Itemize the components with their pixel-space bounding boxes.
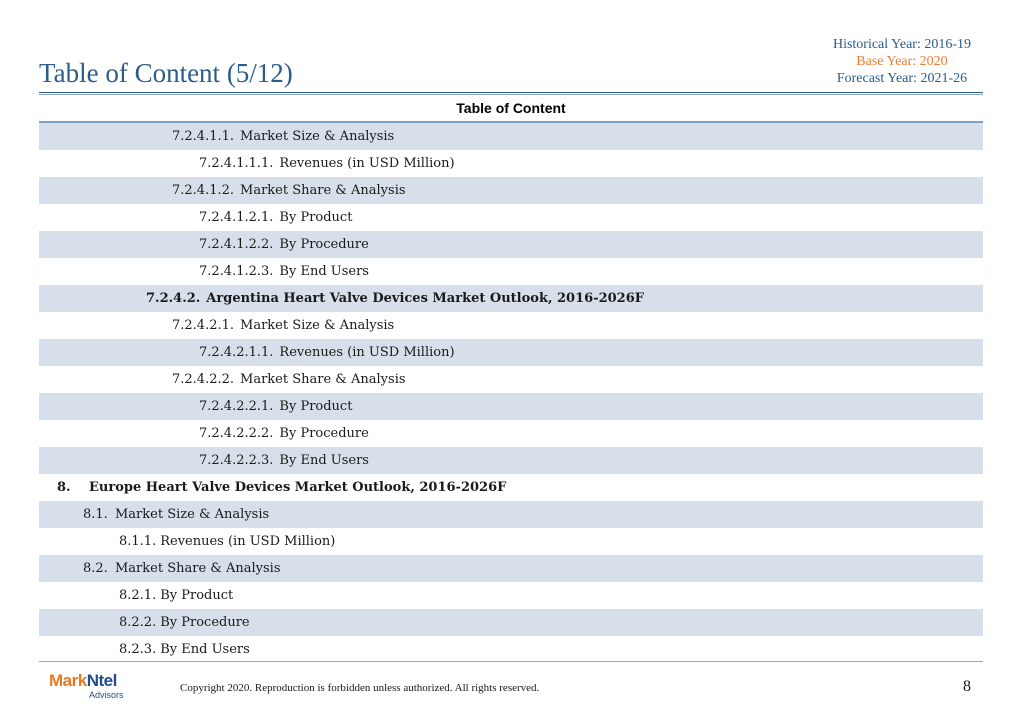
toc-row-text: Market Share & Analysis [240,372,406,387]
toc-row [39,339,983,366]
toc-row-number: 8. [57,480,71,495]
toc-row [39,258,983,285]
toc-row-text: Europe Heart Valve Devices Market Outlook, 2016-2026F [89,480,507,495]
toc-row [39,636,983,663]
toc-row [39,609,983,636]
toc-row-text: By End Users [279,453,369,468]
markntel-logo [49,672,139,702]
historical-year: Historical Year: 2016-19 [832,37,971,52]
forecast-year: Forecast Year: 2021-26 [836,71,968,86]
toc-row-text: Revenues (in USD Million) [160,534,336,549]
table-of-content [39,95,983,663]
toc-row [39,474,983,501]
toc-row [39,123,983,150]
copyright-notice: Copyright 2020. Reproduction is forbidden unless authorized. All rights reserved. [180,682,540,694]
toc-row-number: 7.2.4.2.2.2. [199,426,274,441]
toc-row [39,447,983,474]
logo-mark-a: Mark [49,671,87,690]
toc-row-text: By Product [279,210,353,225]
toc-row [39,420,983,447]
page-title: Table of Content (5/12) [39,58,293,88]
toc-row-number: 8.2.3. [119,642,157,657]
toc-row-number: 7.2.4.1.2.3. [199,264,274,279]
toc-row-number: 8.1. [83,507,108,522]
toc-row [39,582,983,609]
logo-subtitle: Advisors [89,690,124,700]
toc-row [39,555,983,582]
toc-row-text: Market Size & Analysis [115,507,270,522]
toc-rows [39,123,983,663]
toc-row-text: By Procedure [279,237,369,252]
toc-row-number: 8.1.1. [119,534,157,549]
toc-row [39,528,983,555]
toc-row [39,366,983,393]
toc-row [39,177,983,204]
logo-mark-b: Ntel [86,671,117,690]
toc-row-text: By End Users [279,264,369,279]
toc-row-number: 7.2.4.2.2.3. [199,453,274,468]
year-info [833,36,971,87]
toc-row [39,150,983,177]
toc-row-number: 8.2.2. [119,615,157,630]
toc-row-text: By Product [279,399,353,414]
toc-row-text: Revenues (in USD Million) [279,345,455,360]
toc-row-number: 7.2.4.1.2.1. [199,210,274,225]
toc-row-text: Market Share & Analysis [115,561,281,576]
toc-row [39,393,983,420]
toc-row-number: 7.2.4.1.1. [172,129,235,144]
toc-row-number: 7.2.4.1.2.2. [199,237,274,252]
toc-row [39,204,983,231]
toc-row [39,312,983,339]
toc-row-number: 7.2.4.2.1. [172,318,235,333]
toc-row-text: By Procedure [279,426,369,441]
toc-row-text: By Product [160,588,234,603]
toc-row-number: 8.2.1. [119,588,157,603]
toc-row-text: By End Users [160,642,250,657]
toc-row-text: Market Size & Analysis [240,129,395,144]
footer-divider [39,661,983,662]
toc-row-number: 7.2.4.2.1.1. [199,345,274,360]
page-number: 8 [963,678,971,695]
toc-row-text: By Procedure [160,615,250,630]
toc-row-text: Market Size & Analysis [240,318,395,333]
base-year: Base Year: 2020 [856,54,948,69]
toc-heading: Table of Content [39,95,983,123]
toc-row-number: 7.2.4.1.2. [172,183,235,198]
toc-row-number: 7.2.4.2. [146,291,201,306]
toc-row [39,285,983,312]
toc-row [39,501,983,528]
toc-row-number: 7.2.4.2.2.1. [199,399,274,414]
toc-row-number: 7.2.4.1.1.1. [199,156,274,171]
toc-row-number: 8.2. [83,561,108,576]
toc-row-text: Revenues (in USD Million) [279,156,455,171]
toc-row-text: Argentina Heart Valve Devices Market Outlook, 2016-2026F [206,291,644,306]
toc-row [39,231,983,258]
toc-row-text: Market Share & Analysis [240,183,406,198]
toc-row-number: 7.2.4.2.2. [172,372,235,387]
